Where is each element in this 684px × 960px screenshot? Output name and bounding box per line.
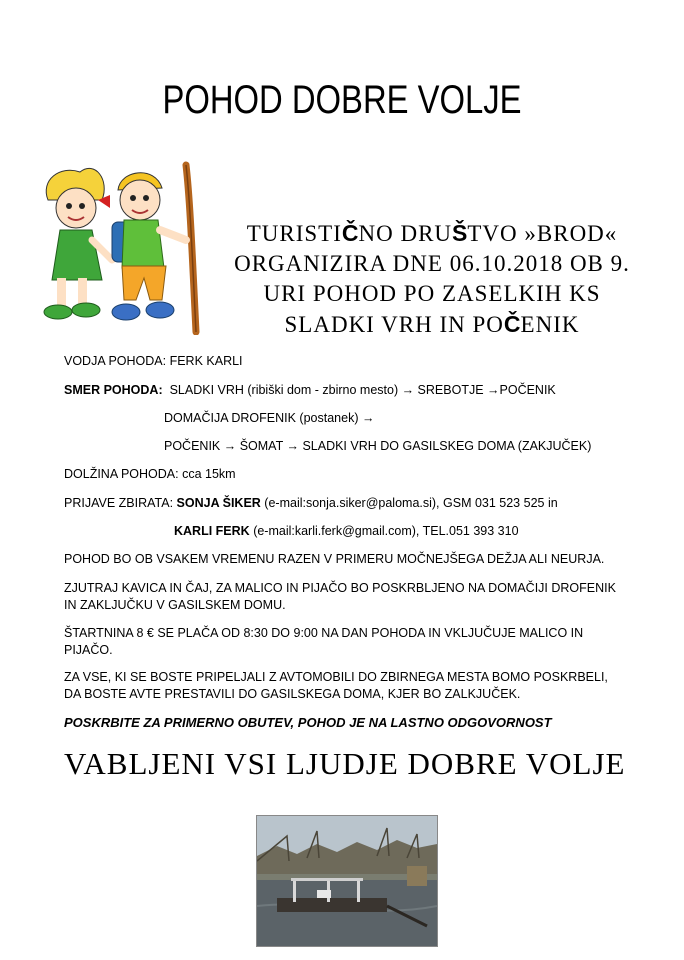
registration-line-2: KARLI FERK (e-mail:karli.ferk@gmail.com), TEL.051 393 310 [174, 524, 519, 538]
invitation: VABLJENI VSI LJUDJE DOBRE VOLJE [64, 746, 626, 781]
girl-figure [44, 168, 112, 319]
cars-note: ZA VSE, KI SE BOSTE PRIPELJALI Z AVTOMOBILI DO ZBIRNEGA MESTA BOMO POSKRBELI, DA BOSTE AVTE PRESTAVILI DO GASILSKEGA DOMA, KJER BO ZALKJUČEK. [64, 670, 608, 701]
food-note: ZJUTRAJ KAVICA IN ČAJ, ZA MALICO IN PIJAČO BO POSKRBLJENO NA DOMAČIJI DROFENIK IN ZAKLJUČKU V GASILSKEM DOMU. [64, 581, 616, 612]
ferry-photo [256, 815, 438, 947]
length: DOLŽINA POHODA: cca 15km [64, 467, 236, 481]
registration-line-1: PRIJAVE ZBIRATA: SONJA ŠIKER (e-mail:sonja.siker@paloma.si), GSM 031 523 525 in [64, 496, 558, 510]
route-line-3: POČENIK → ŠOMAT → SLADKI VRH DO GASILSKEG DOMA (ZAKJUČEK) [164, 439, 592, 453]
hikers-illustration [40, 160, 220, 335]
weather-note: POHOD BO OB VSAKEM VREMENU RAZEN V PRIMERU MOČNEJŠEGA DEŽJA ALI NEURJA. [64, 552, 605, 566]
boy-figure [112, 173, 186, 320]
footwear-warning: POSKRBITE ZA PRIMERNO OBUTEV, POHOD JE NA LASTNO ODGOVORNOST [64, 715, 552, 730]
route-line-2: DOMAČIJA DROFENIK (postanek) → [164, 411, 375, 425]
leader: VODJA POHODA: FERK KARLI [64, 354, 243, 368]
page-title: POHOD DOBRE VOLJE [162, 78, 522, 122]
fee-note: ŠTARTNINA 8 € SE PLAČA OD 8:30 DO 9:00 NA DAN POHODA IN VKLJUČUJE MALICO IN PIJAČO. [64, 626, 584, 657]
route-line-1: SMER POHODA: SLADKI VRH (ribiški dom - zbirno mesto) → SREBOTJE →POČENIK [64, 383, 556, 397]
organizer-block: TURISTIČNO DRUŠTVO »BROD« ORGANIZIRA DNE 06.10.2018 OB 9. URI POHOD PO ZASELKIH KS SLADKI VRH IN POČENIK [234, 220, 630, 337]
